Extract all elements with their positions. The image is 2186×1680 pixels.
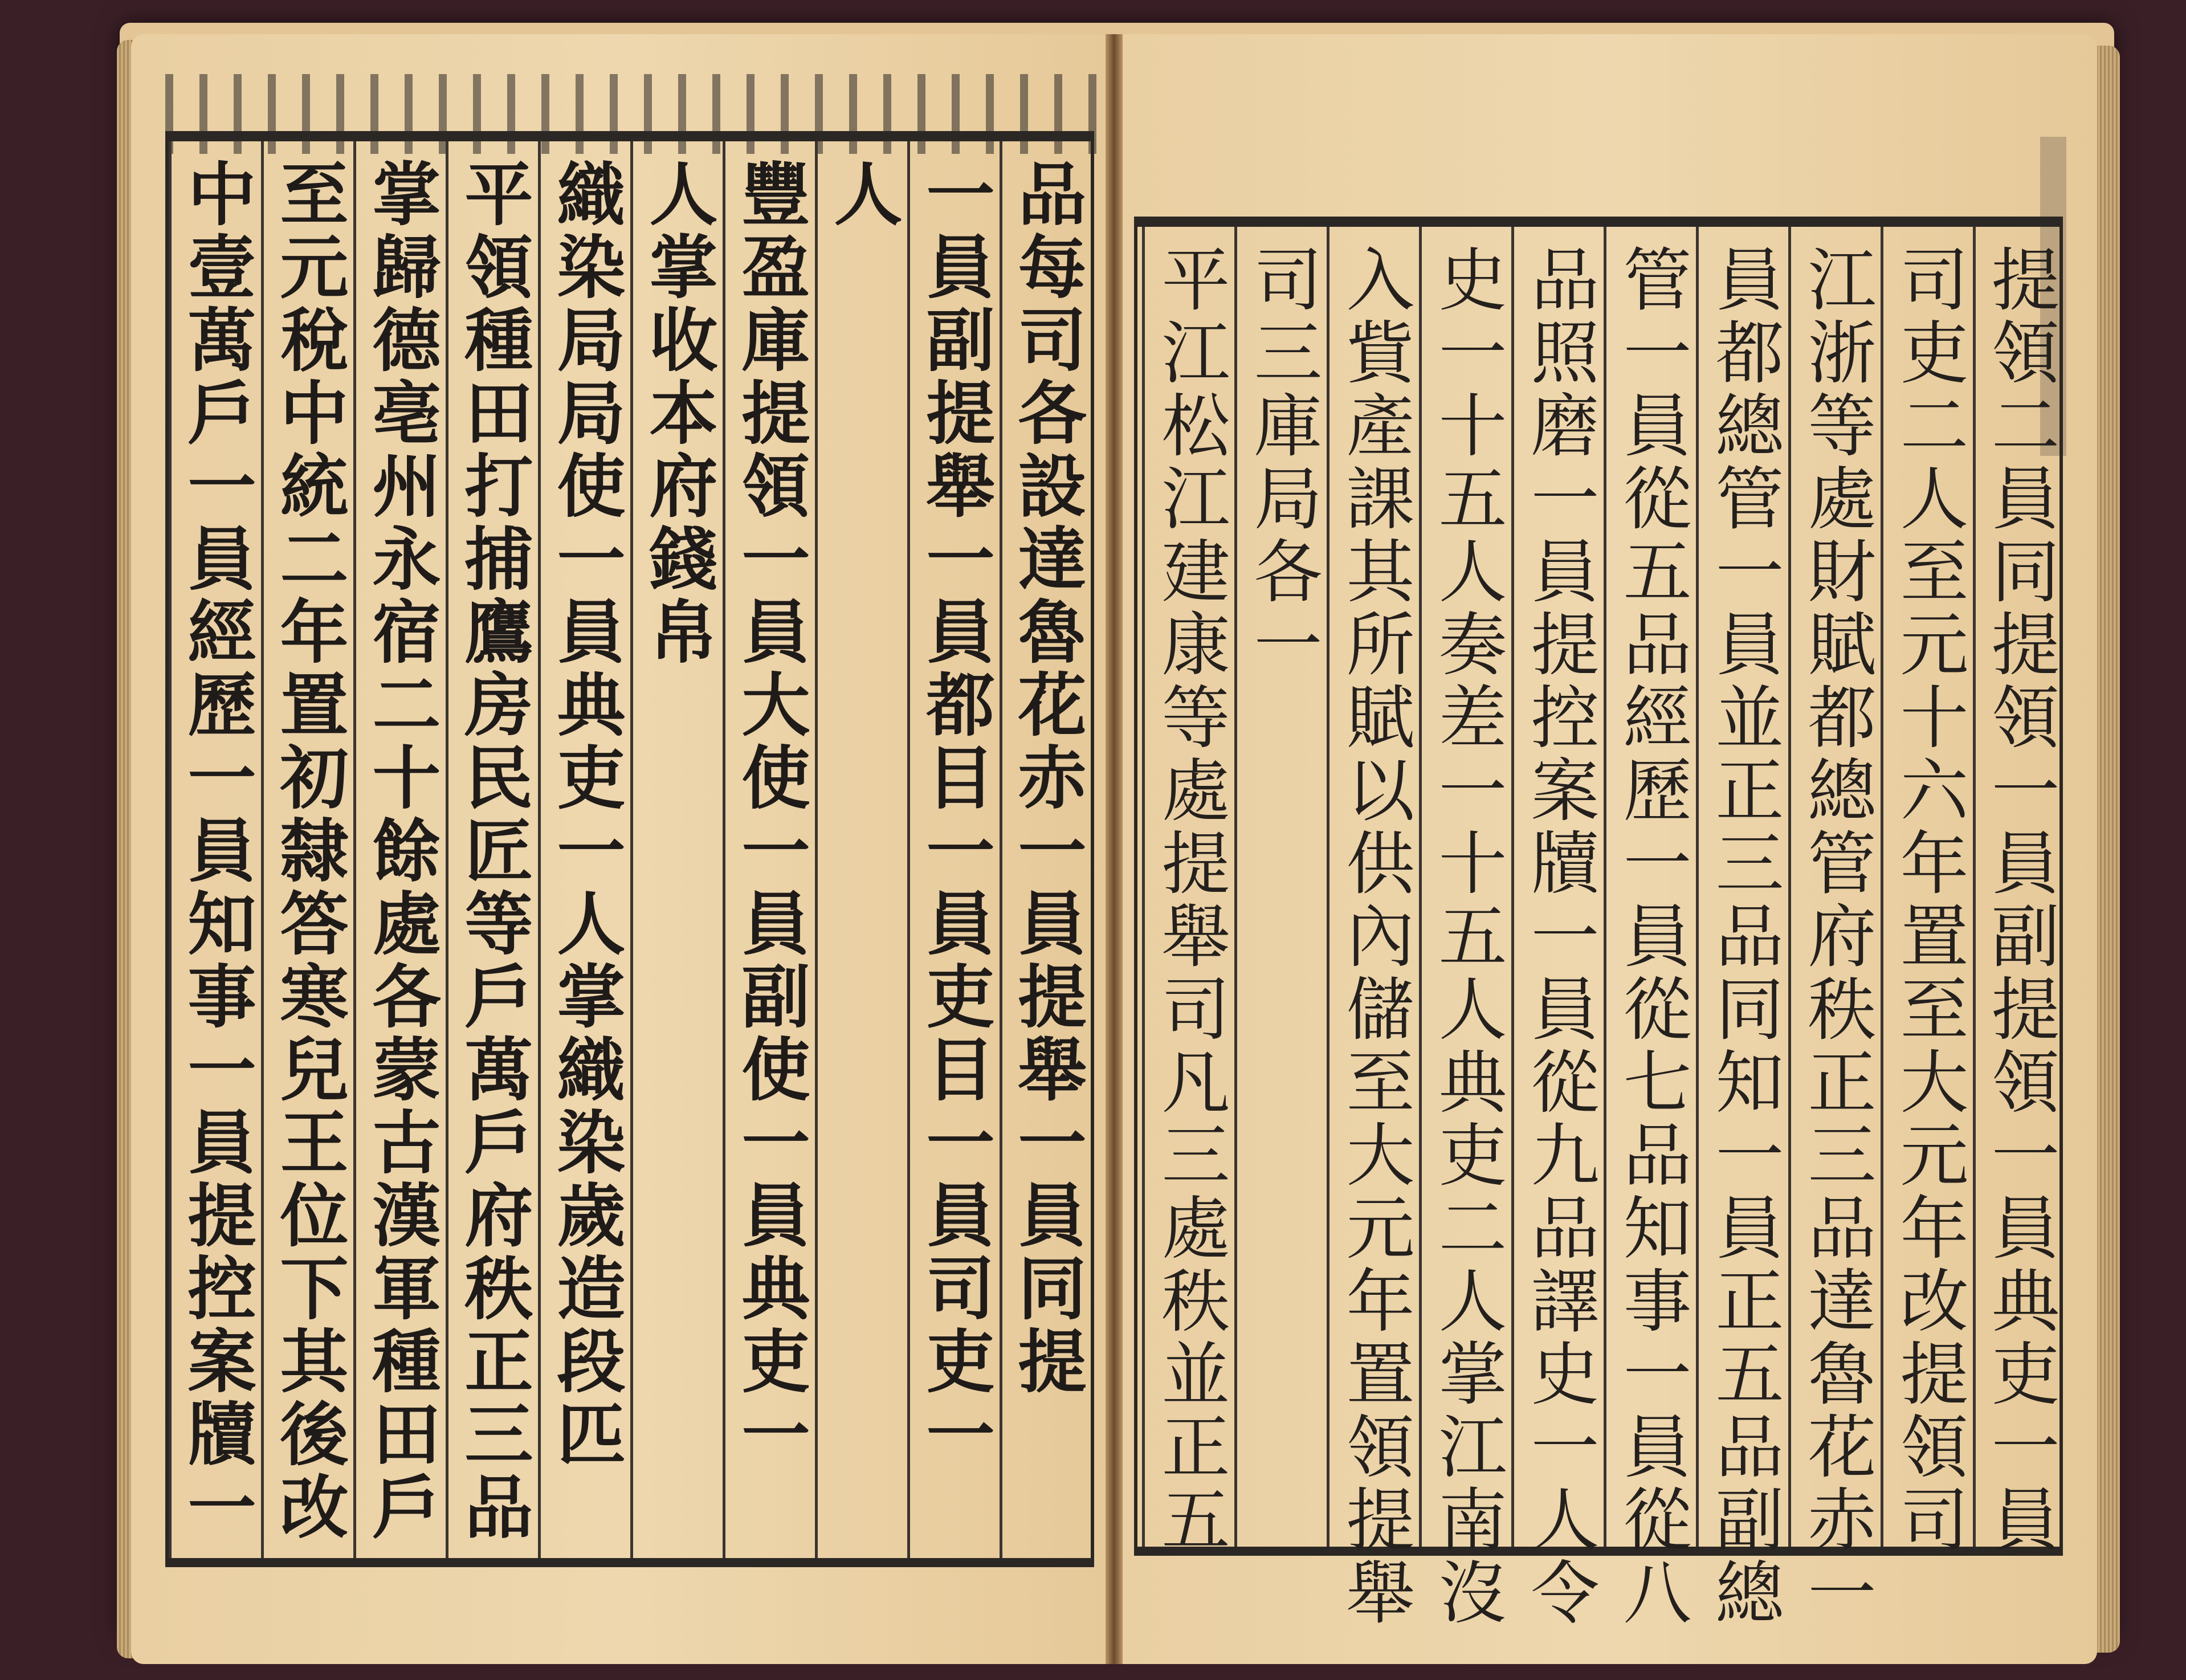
- text-column: [446, 141, 538, 1558]
- column-text: 豐盈庫提領一員大使一員副使一員典吏一: [730, 158, 811, 1471]
- text-column: [630, 141, 723, 1558]
- left-text-frame: [165, 131, 1094, 1567]
- column-text: 掌歸德亳州永宿二十餘處各蒙古漢軍種田戶: [361, 158, 442, 1544]
- column-text: 品照磨一員提控案牘一員從九品譯史一人令: [1519, 244, 1599, 1630]
- text-column: [261, 141, 353, 1558]
- text-column: [815, 141, 907, 1558]
- column-text: 人: [822, 158, 903, 231]
- text-column: [1604, 227, 1696, 1630]
- text-column: [723, 141, 815, 1558]
- column-text: 江浙等處財賦都總管府秩正三品達魯花赤一: [1796, 244, 1876, 1630]
- column-text: 品每司各設達魯花赤一員提舉一員同提: [1006, 158, 1087, 1398]
- column-text: 司三庫局各一: [1242, 244, 1322, 682]
- column-text: 提領二員同提領一員副提領一員典吏一員: [1980, 244, 2059, 1557]
- column-text: 織染局局使一員典吏一人掌織染歲造段匹: [545, 158, 626, 1471]
- right-text-frame: [1134, 217, 2063, 1630]
- text-column: [1973, 227, 2063, 1557]
- text-column: [1881, 227, 1973, 1557]
- text-column: [1000, 141, 1091, 1558]
- column-text: 至元稅中統二年置初隸答寒兒王位下其後改: [268, 158, 349, 1544]
- column-text: 平領種田打捕鷹房民匠等戶萬戶府秩正三品: [453, 158, 534, 1544]
- column-text: 司吏二人至元十六年置至大元年改提領司: [1889, 244, 1968, 1557]
- column-text: 中壹萬戶一員經歷一員知事一員提控案牘一: [176, 158, 257, 1544]
- column-text: 入貲產課其所賦以供內儲至大元年置領提舉: [1335, 244, 1414, 1630]
- column-text: 史一十五人奏差一十五人典吏二人掌江南沒: [1427, 244, 1507, 1630]
- book-gutter: [1106, 34, 1123, 1664]
- text-column: [1142, 227, 1234, 1557]
- column-text: 平江松江建康等處提舉司凡三處秩並正五: [1150, 244, 1230, 1557]
- text-column: [1788, 227, 1881, 1630]
- text-column: [538, 141, 630, 1558]
- text-column: [353, 141, 446, 1558]
- text-column: [1696, 227, 1788, 1630]
- text-column: [1234, 227, 1327, 1547]
- column-text: 員都總管一員並正三品同知一員正五品副總: [1704, 244, 1784, 1630]
- text-column: [169, 141, 261, 1558]
- column-text: 管一員從五品經歷一員從七品知事一員從八: [1612, 244, 1691, 1630]
- text-column: [1511, 227, 1604, 1630]
- text-column: [1419, 227, 1511, 1630]
- text-column: [1327, 227, 1419, 1630]
- column-text: 一員副提舉一員都目一員吏目一員司吏一: [915, 158, 996, 1471]
- column-text: 人掌收本府錢帛: [638, 158, 719, 669]
- text-column: [907, 141, 1000, 1558]
